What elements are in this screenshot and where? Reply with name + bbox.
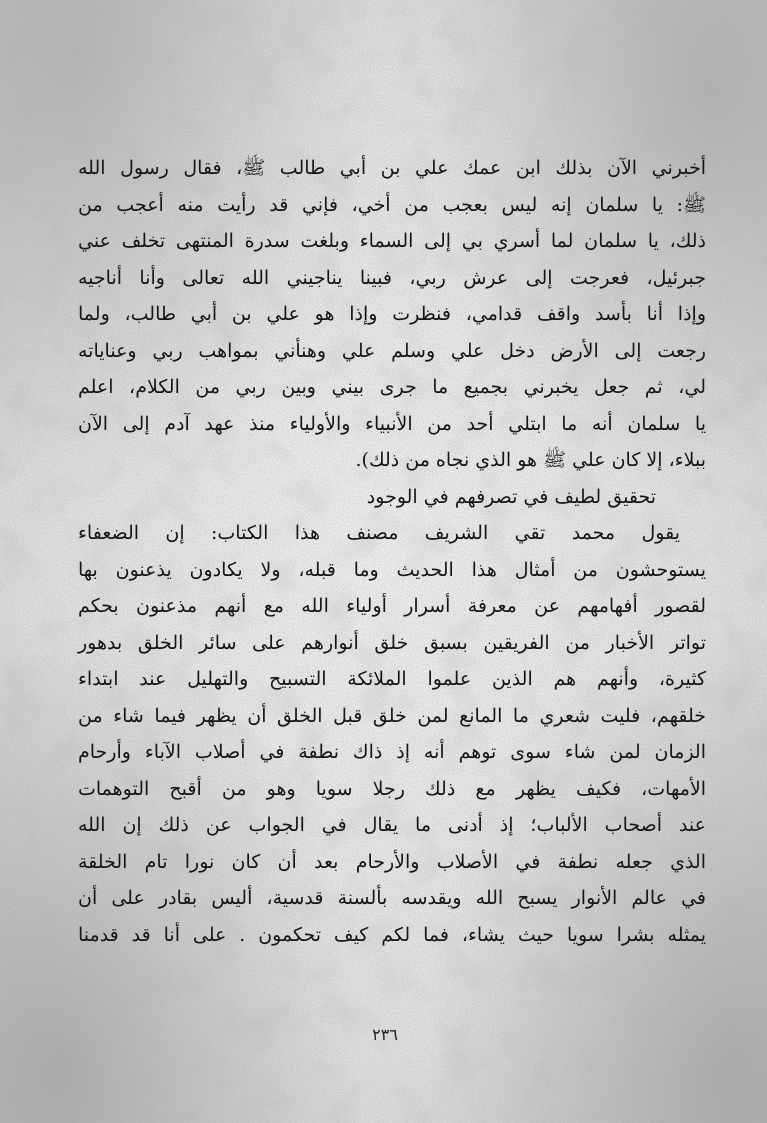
- text-line: تواتر الأخبار من الفريقين بسبق خلق أنوارهم على سائر الخلق بدهور: [78, 631, 706, 654]
- text-line: وإذا أنا بأسد واقف قدامي، فنظرت وإذا هو علي بن أبي طالب، ولما: [78, 303, 706, 325]
- text-line: لقصور أفهامهم عن معرفة أسرار أولياء الله مع أنهم مذعنون بحكم: [78, 595, 706, 617]
- text-line: كثيرة، وأنهم هم الذين علموا الملائكة التسبيح والتهليل عند ابتداء: [78, 668, 706, 690]
- text-line: الذي جعله نطفة في الأصلاب والأرحام بعد أن كان نورا تام الخلقة: [78, 850, 706, 873]
- text-line: الزمان لمن شاء سوى توهم أنه إذ ذاك نطفة في أصلاب الآباء وأرحام: [78, 741, 706, 763]
- text-line: يا سلمان أنه ما ابتلي أحد من الأنبياء والأولياء منذ عهد آدم إلى الآن: [78, 412, 706, 435]
- text-line: رجعت إلى الأرض دخل علي وسلم علي وهنأني بمواهب ربي وعناياته: [78, 339, 706, 362]
- page-number: ٢٣٦: [372, 1025, 398, 1044]
- text-line: أخبرني الآن بذلك ابن عمك علي بن أبي طالب ﷺ، فقال رسول الله: [78, 157, 706, 179]
- text-line: عند أصحاب الألباب؛ إذ أدنى ما يقال في الجواب عن ذلك إن الله: [78, 814, 706, 836]
- text-line: يقول محمد تقي الشريف مصنف هذا الكتاب: إن الضعفاء: [78, 522, 680, 544]
- text-line: يستوحشون من أمثال هذا الحديث وما قبله، ولا يكادون يذعنون بها: [78, 558, 706, 581]
- text-line: في عالم الأنوار يسبح الله ويقدسه بألسنة قدسية، أليس بقادر على أن: [78, 887, 706, 909]
- text-line: لي، ثم جعل يخبرني بجميع ما جرى بيني وبين ربي من الكلام، اعلم: [78, 376, 706, 398]
- text-line: يمثله بشرا سويا حيث يشاء، فما لكم كيف تحكمون . على أنا قد قدمنا: [78, 923, 706, 946]
- text-line: خلقهم، فليت شعري ما المانع لمن خلق قبل الخلق أن يظهر فيما شاء من: [78, 704, 706, 727]
- text-line: جبرئيل، فعرجت إلى عرش ربي، فبينا يناجيني الله تعالى وأنا أناجيه: [78, 266, 706, 289]
- body-text: [78, 150, 706, 953]
- section-heading: تحقيق لطيف في تصرفهم في الوجود: [366, 485, 656, 508]
- text-line: ﷺ: يا سلمان إنه ليس بعجب من أخي، فإني قد رأيت منه أعجب من: [78, 193, 706, 216]
- text-line: ذلك، يا سلمان لما أسري بي إلى السماء وبلغت سدرة المنتهى تخلف عني: [78, 230, 706, 252]
- text-line: ببلاء، إلا كان علي ﷺ هو الذي نجاه من ذلك).: [355, 449, 706, 471]
- text-line: الأمهات، فكيف يظهر مع ذلك رجلا سويا وهو من أقبح التوهمات: [78, 777, 706, 800]
